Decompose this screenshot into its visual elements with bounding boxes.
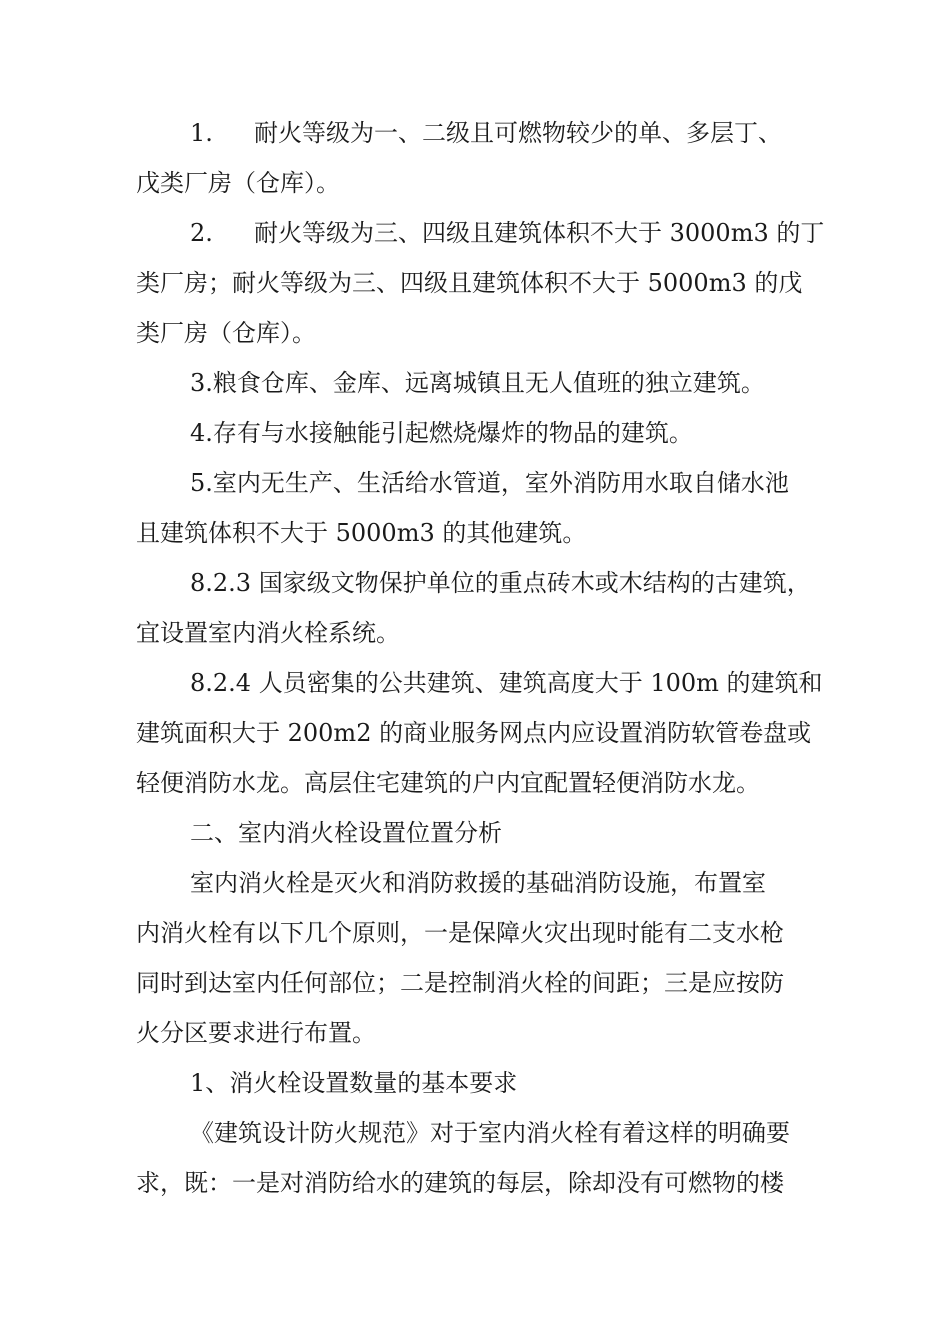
section2-para-line2: 内消火栓有以下几个原则，一是保障火灾出现时能有二支水枪 — [136, 919, 784, 947]
clause-824-line2: 建筑面积大于 200m2 的商业服务网点内应设置消防软管卷盘或 — [136, 719, 812, 747]
item1-line1 — [190, 118, 782, 148]
section2-para-line3: 同时到达室内任何部位；二是控制消火栓的间距；三是应按防 — [136, 969, 784, 997]
sub1-heading: 1、消火栓设置数量的基本要求 — [190, 1069, 518, 1097]
item4-line: 4.存有与水接触能引起燃烧爆炸的物品的建筑。 — [190, 419, 693, 447]
section2-para-line4: 火分区要求进行布置。 — [136, 1019, 376, 1047]
sub1-para-line2: 求，既：一是对消防给水的建筑的每层，除却没有可燃物的楼 — [136, 1169, 784, 1197]
section2-para-line1: 室内消火栓是灭火和消防救援的基础消防设施，布置室 — [190, 869, 766, 897]
item2-text: 耐火等级为三、四级且建筑体积不大于 3000m3 的丁 — [254, 219, 825, 247]
item1-label: 1. — [190, 119, 213, 147]
item2-line2: 类厂房；耐火等级为三、四级且建筑体积不大于 5000m3 的戊 — [136, 269, 803, 297]
item5-line1: 5.室内无生产、生活给水管道，室外消防用水取自储水池 — [190, 469, 789, 497]
sub1-para-line1: 《建筑设计防火规范》对于室内消火栓有着这样的明确要 — [190, 1119, 790, 1147]
item2-label: 2. — [190, 219, 213, 247]
clause-823-line1: 8.2.3 国家级文物保护单位的重点砖木或木结构的古建筑， — [190, 569, 811, 597]
item2-line1 — [190, 218, 824, 248]
item1-line2: 戊类厂房（仓库）。 — [136, 169, 340, 197]
item3-line: 3.粮食仓库、金库、远离城镇且无人值班的独立建筑。 — [190, 369, 765, 397]
item5-line2: 且建筑体积不大于 5000m3 的其他建筑。 — [136, 519, 587, 547]
clause-824-line1: 8.2.4 人员密集的公共建筑、建筑高度大于 100m 的建筑和 — [190, 669, 823, 697]
clause-824-line3: 轻便消防水龙。高层住宅建筑的户内宜配置轻便消防水龙。 — [136, 769, 760, 797]
clause-823-line2: 宜设置室内消火栓系统。 — [136, 619, 400, 647]
item1-text: 耐火等级为一、二级且可燃物较少的单、多层丁、 — [254, 119, 782, 147]
section2-heading: 二、室内消火栓设置位置分析 — [190, 819, 502, 847]
item2-line3: 类厂房（仓库）。 — [136, 319, 316, 347]
